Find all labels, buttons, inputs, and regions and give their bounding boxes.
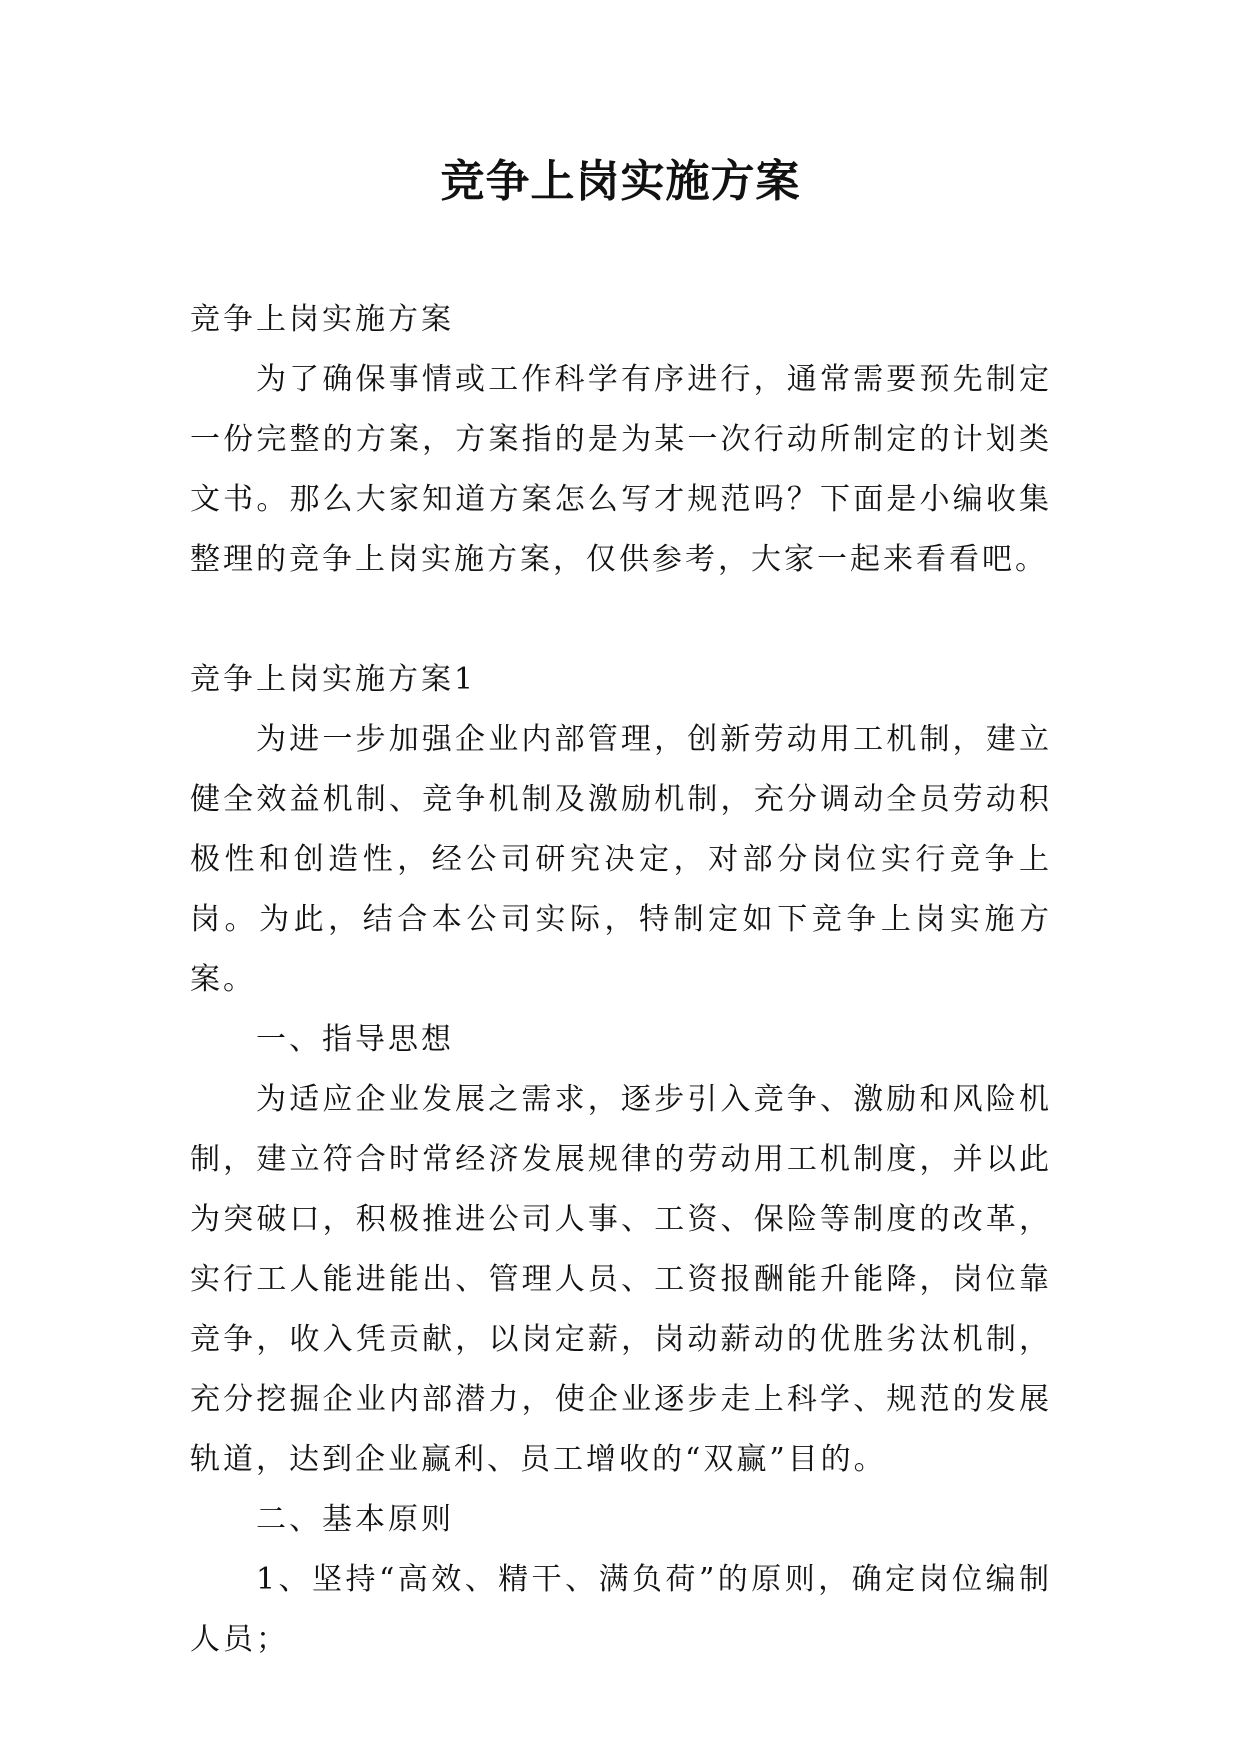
guiding-ideology-paragraph: 为适应企业发展之需求，逐步引入竞争、激励和风险机制，建立符合时常经济发展规律的劳动用工机制度，并以此为突破口，积极推进公司人事、工资、保险等制度的改革，实行工人能进能出、管理人员、工资报酬能升能降，岗位靠竞争，收入凭贡献，以岗定薪，岗动薪动的优胜劣汰机制，充分挖掘企业内部潜力，使企业逐步走上科学、规范的发展轨道，达到企业赢利、员工增收的“双赢”目的。: [190, 1082, 1052, 1477]
intro-heading: 竞争上岗实施方案: [190, 302, 454, 337]
document-body: [190, 290, 1052, 1670]
intro-paragraph: 为了确保事情或工作科学有序进行，通常需要预先制定一份完整的方案，方案指的是为某一次行动所制定的计划类文书。那么大家知道方案怎么写才规范吗？下面是小编收集整理的竞争上岗实施方案，仅供参考，大家一起来看看吧。: [190, 362, 1052, 577]
section-spacer: [190, 590, 1052, 650]
plan-1-intro-paragraph: 为进一步加强企业内部管理，创新劳动用工机制，建立健全效益机制、竞争机制及激励机制，充分调动全员劳动积极性和创造性，经公司研究决定，对部分岗位实行竞争上岗。为此，结合本公司实际，特制定如下竞争上岗实施方案。: [190, 722, 1052, 997]
plan-1-heading: 竞争上岗实施方案1: [190, 662, 477, 697]
principle-1-paragraph: 1、坚持“高效、精干、满负荷”的原则，确定岗位编制人员；: [190, 1562, 1052, 1657]
guiding-ideology-heading: 一、指导思想: [256, 1022, 454, 1057]
document-title: 竞争上岗实施方案: [440, 156, 801, 207]
basic-principles-heading: 二、基本原则: [256, 1502, 454, 1537]
